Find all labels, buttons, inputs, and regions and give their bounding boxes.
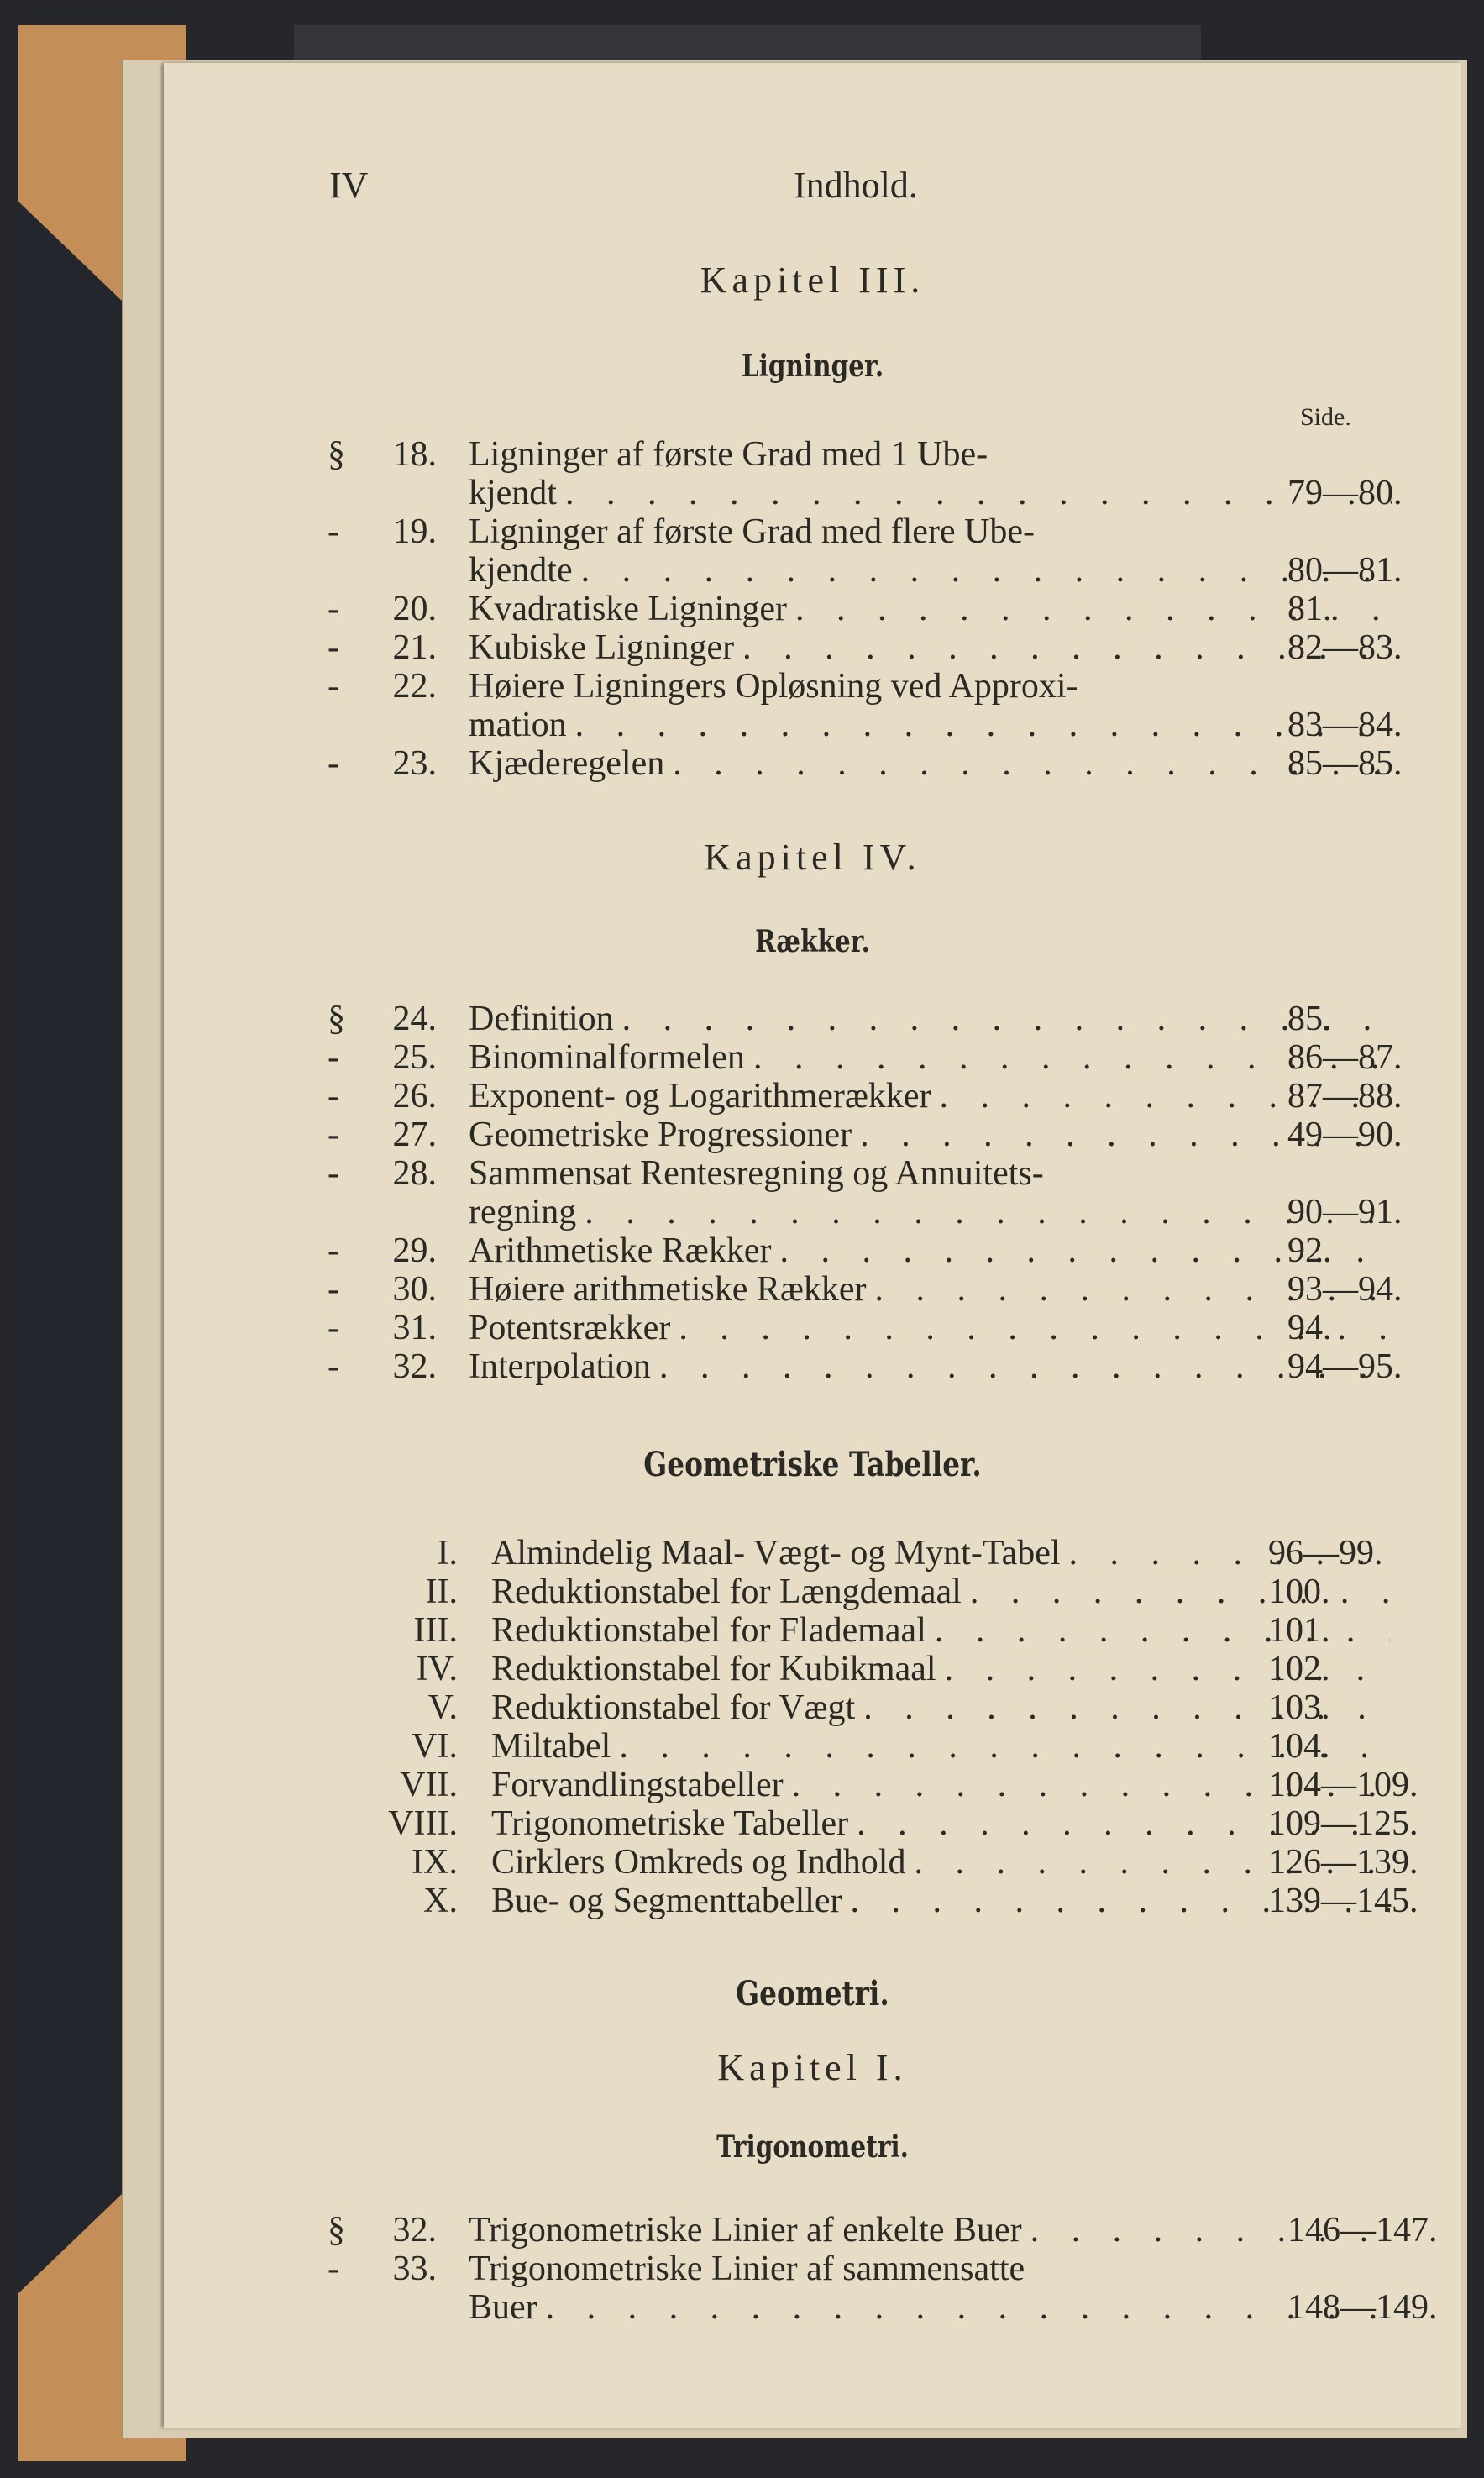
toc-entry-line: [319, 2250, 1436, 2288]
entry-pages: 85.: [1287, 1000, 1332, 1038]
entry-title-text: regning: [469, 1193, 577, 1231]
entry-title-text: Sammensat Rentesregning og Annuitets-: [469, 1154, 1044, 1193]
entry-number: 23.: [392, 744, 437, 783]
entry-title-text: Reduktionstabel for Flademaal: [491, 1611, 926, 1650]
entry-pages: 102.: [1268, 1650, 1330, 1688]
section-mark: §: [328, 435, 345, 474]
entry-title: [491, 1804, 1390, 1843]
entry-title: [469, 512, 1392, 551]
entry-title-text: Bue- og Segmenttabeller: [491, 1882, 842, 1920]
cover-cloth: [18, 2192, 123, 2293]
entry-title-text: Kjæderegelen: [469, 744, 665, 783]
entry-number: X.: [423, 1882, 458, 1920]
section-subtitle: Rækker.: [755, 924, 870, 959]
entry-number: V.: [427, 1688, 458, 1727]
entry-pages: 148—149.: [1287, 2288, 1438, 2327]
entry-pages: 49—90.: [1287, 1116, 1403, 1154]
toc-entry-line: [319, 628, 1436, 667]
entry-pages: 109—125.: [1268, 1804, 1418, 1843]
entry-title: [491, 1534, 1390, 1572]
entry-number: 27.: [392, 1116, 437, 1154]
section-mark: §: [328, 2211, 345, 2250]
entry-number: 25.: [392, 1038, 437, 1077]
entry-title-text: Buer: [469, 2288, 537, 2327]
entry-pages: 94—95.: [1287, 1347, 1403, 1386]
entry-number: 19.: [392, 512, 437, 551]
toc-entry-line: [319, 1534, 1436, 1572]
entry-pages: 103.: [1268, 1688, 1330, 1727]
entry-pages: 86—87.: [1287, 1038, 1403, 1077]
entry-number: II.: [425, 1572, 458, 1611]
entry-title-text: Almindelig Maal- Vægt- og Mynt-Tabel: [491, 1534, 1061, 1572]
toc-entry-line: [319, 1611, 1436, 1650]
toc-list: [319, 435, 1436, 783]
toc-entry-line: [319, 512, 1436, 551]
section-mark: -: [328, 2250, 339, 2288]
dot-leader: [679, 1309, 1392, 1347]
toc-entry-line: [319, 706, 1436, 744]
entry-title-text: Binominalformelen: [469, 1038, 745, 1077]
toc-entry-line: [319, 667, 1436, 706]
entry-number: 30.: [392, 1270, 437, 1309]
entry-title-text: Miltabel: [491, 1727, 611, 1766]
section-mark: -: [328, 1270, 339, 1309]
entry-title-text: Forvandlingstabeller: [491, 1766, 784, 1804]
entry-title-text: Høiere arithmetiske Rækker: [469, 1270, 867, 1309]
section-mark: -: [328, 1154, 339, 1193]
entry-title-text: Trigonometriske Linier af sammensatte: [469, 2250, 1025, 2288]
entry-pages: 79—80.: [1287, 474, 1403, 512]
toc-entry-line: [319, 1572, 1436, 1611]
toc-entry-line: [319, 1038, 1436, 1077]
entry-pages: 93—94.: [1287, 1270, 1403, 1309]
entry-title-text: Trigonometriske Tabeller: [491, 1804, 849, 1843]
entry-title: [491, 1843, 1390, 1882]
entry-pages: 101.: [1268, 1611, 1330, 1650]
entry-title: [469, 2250, 1392, 2288]
entry-number: 32.: [392, 1347, 437, 1386]
toc-entry-line: [319, 1270, 1436, 1309]
section-mark: -: [328, 1077, 339, 1116]
toc-entry-line: [319, 474, 1436, 512]
section-mark: -: [328, 1231, 339, 1270]
entry-title: [491, 1572, 1390, 1611]
entry-number: 31.: [392, 1309, 437, 1347]
entry-title-text: Ligninger af første Grad med flere Ube-: [469, 512, 1036, 551]
section-subtitle: Trigonometri.: [716, 2129, 909, 2165]
entry-title: [469, 2288, 1392, 2327]
entry-title: [469, 628, 1392, 667]
entry-number: 20.: [392, 590, 437, 628]
entry-number: 33.: [392, 2250, 437, 2288]
cover-cloth: [18, 202, 123, 302]
cover-cloth: [18, 302, 123, 2192]
entry-title: [491, 1688, 1390, 1727]
entry-title: [469, 474, 1392, 512]
entry-number: 24.: [392, 1000, 437, 1038]
toc-entry-line: [319, 1688, 1436, 1727]
section-mark: -: [328, 1116, 339, 1154]
entry-number: VI.: [412, 1727, 458, 1766]
running-title: Indhold.: [794, 165, 918, 206]
page-number: IV: [329, 165, 369, 206]
section-mark: -: [328, 512, 339, 551]
toc-entry-line: [319, 1766, 1436, 1804]
entry-title: [469, 1116, 1392, 1154]
entry-pages: 82—83.: [1287, 628, 1403, 667]
entry-title-text: Reduktionstabel for Kubikmaal: [491, 1650, 936, 1688]
tables-list: [319, 1534, 1436, 1920]
entry-title: [469, 435, 1392, 474]
entry-title: [491, 1882, 1390, 1920]
entry-title: [469, 1193, 1392, 1231]
entry-title-text: Reduktionstabel for Længdemaal: [491, 1572, 962, 1611]
entry-pages: 104—109.: [1268, 1766, 1418, 1804]
entry-pages: 146—147.: [1287, 2211, 1438, 2250]
toc-entry-line: [319, 1843, 1436, 1882]
entry-title: [469, 1038, 1392, 1077]
entry-pages: 96—99.: [1268, 1534, 1383, 1572]
entry-pages: 126—139.: [1268, 1843, 1418, 1882]
entry-title: [469, 1309, 1392, 1347]
toc-entry-line: [319, 1116, 1436, 1154]
entry-title-text: Exponent- og Logarithmerækker: [469, 1077, 931, 1116]
dot-leader: [659, 1347, 1392, 1386]
section-subtitle: Ligninger.: [741, 349, 884, 384]
cover-edge: [294, 25, 1201, 63]
entry-title: [469, 667, 1392, 706]
entry-number: III.: [413, 1611, 458, 1650]
entry-number: IX.: [412, 1843, 458, 1882]
entry-pages: 92.: [1287, 1231, 1332, 1270]
toc-entry-line: [319, 1231, 1436, 1270]
entry-pages: 83—84.: [1287, 706, 1403, 744]
toc-entry-line: [319, 744, 1436, 783]
side-label: Side.: [1300, 403, 1351, 431]
entry-title: [469, 1231, 1392, 1270]
toc-entry-line: [319, 1804, 1436, 1843]
entry-pages: 85—85.: [1287, 744, 1403, 783]
entry-number: 32.: [392, 2211, 437, 2250]
section-mark: -: [328, 1309, 339, 1347]
toc-entry-line: [319, 1000, 1436, 1038]
entry-number: 26.: [392, 1077, 437, 1116]
toc-entry-line: [319, 1347, 1436, 1386]
entry-number: I.: [437, 1534, 458, 1572]
toc-entry-line: [319, 1882, 1436, 1920]
entry-title: [469, 1154, 1392, 1193]
entry-title-text: Reduktionstabel for Vægt: [491, 1688, 856, 1727]
entry-number: 29.: [392, 1231, 437, 1270]
entry-number: 28.: [392, 1154, 437, 1193]
entry-number: IV.: [416, 1650, 458, 1688]
entry-pages: 87—88.: [1287, 1077, 1403, 1116]
entry-title-text: Ligninger af første Grad med 1 Ube-: [469, 435, 988, 474]
toc-entry-line: [319, 1077, 1436, 1116]
toc-entry-line: [319, 1309, 1436, 1347]
entry-title: [469, 1270, 1392, 1309]
section-mark: -: [328, 1038, 339, 1077]
entry-number: VIII.: [388, 1804, 458, 1843]
section-mark: -: [328, 590, 339, 628]
dot-leader: [546, 2288, 1392, 2327]
chapter-heading: Kapitel I.: [717, 2047, 908, 2088]
entry-title: [491, 1611, 1390, 1650]
dot-leader: [565, 474, 1392, 512]
toc-entry-line: [319, 1727, 1436, 1766]
entry-pages: 81.: [1287, 590, 1332, 628]
section-mark: §: [328, 1000, 345, 1038]
entry-title-text: Definition: [469, 1000, 614, 1038]
entry-title-text: Høiere Ligningers Opløsning ved Approxi-: [469, 667, 1078, 706]
entry-number: VII.: [400, 1766, 458, 1804]
toc-list: [319, 2211, 1436, 2327]
toc-entry-line: [319, 1154, 1436, 1193]
entry-title: [469, 706, 1392, 744]
entry-title: [469, 2211, 1392, 2250]
entry-pages: 90—91.: [1287, 1193, 1403, 1231]
toc-entry-line: [319, 2288, 1436, 2327]
entry-title: [469, 1000, 1392, 1038]
section-heading: Geometriske Tabeller.: [643, 1445, 982, 1484]
entry-title: [491, 1650, 1390, 1688]
entry-pages: 80—81.: [1287, 551, 1403, 590]
dot-leader: [575, 706, 1392, 744]
section-mark: -: [328, 744, 339, 783]
chapter-heading: Kapitel III.: [700, 260, 926, 301]
entry-title: [469, 590, 1392, 628]
dot-leader: [673, 744, 1392, 783]
toc-entry-line: [319, 1650, 1436, 1688]
section-mark: -: [328, 628, 339, 667]
entry-number: 22.: [392, 667, 437, 706]
entry-title-text: Arithmetiske Rækker: [469, 1231, 772, 1270]
entry-title-text: kjendte: [469, 551, 573, 590]
toc-entry-line: [319, 2211, 1436, 2250]
entry-pages: 94.: [1287, 1309, 1332, 1347]
entry-title: [469, 551, 1392, 590]
dot-leader: [622, 1000, 1392, 1038]
entry-title: [491, 1766, 1390, 1804]
entry-title-text: Potentsrækker: [469, 1309, 671, 1347]
entry-title: [469, 744, 1392, 783]
entry-pages: 104.: [1268, 1727, 1330, 1766]
toc-entry-line: [319, 1193, 1436, 1231]
toc-list: [319, 1000, 1436, 1386]
dot-leader: [585, 1193, 1392, 1231]
toc-entry-line: [319, 551, 1436, 590]
toc-entry-line: [319, 590, 1436, 628]
chapter-heading: Kapitel IV.: [704, 837, 921, 878]
entry-title-text: kjendt: [469, 474, 557, 512]
entry-title-text: Trigonometriske Linier af enkelte Buer: [469, 2211, 1022, 2250]
section-mark: -: [328, 1347, 339, 1386]
entry-number: 21.: [392, 628, 437, 667]
entry-title-text: Cirklers Omkreds og Indhold: [491, 1843, 906, 1882]
entry-title-text: Interpolation: [469, 1347, 651, 1386]
entry-title-text: Kvadratiske Ligninger: [469, 590, 788, 628]
entry-title-text: Geometriske Progressioner: [469, 1116, 852, 1154]
entry-pages: 100.: [1268, 1572, 1330, 1611]
section-heading: Geometri.: [736, 1974, 889, 2013]
dot-leader: [581, 551, 1392, 590]
entry-title: [469, 1347, 1392, 1386]
entry-title: [491, 1727, 1390, 1766]
entry-title-text: Kubiske Ligninger: [469, 628, 735, 667]
entry-number: 18.: [392, 435, 437, 474]
toc-entry-line: [319, 435, 1436, 474]
entry-title: [469, 1077, 1392, 1116]
entry-pages: 139—145.: [1268, 1882, 1418, 1920]
section-mark: -: [328, 667, 339, 706]
entry-title-text: mation: [469, 706, 567, 744]
